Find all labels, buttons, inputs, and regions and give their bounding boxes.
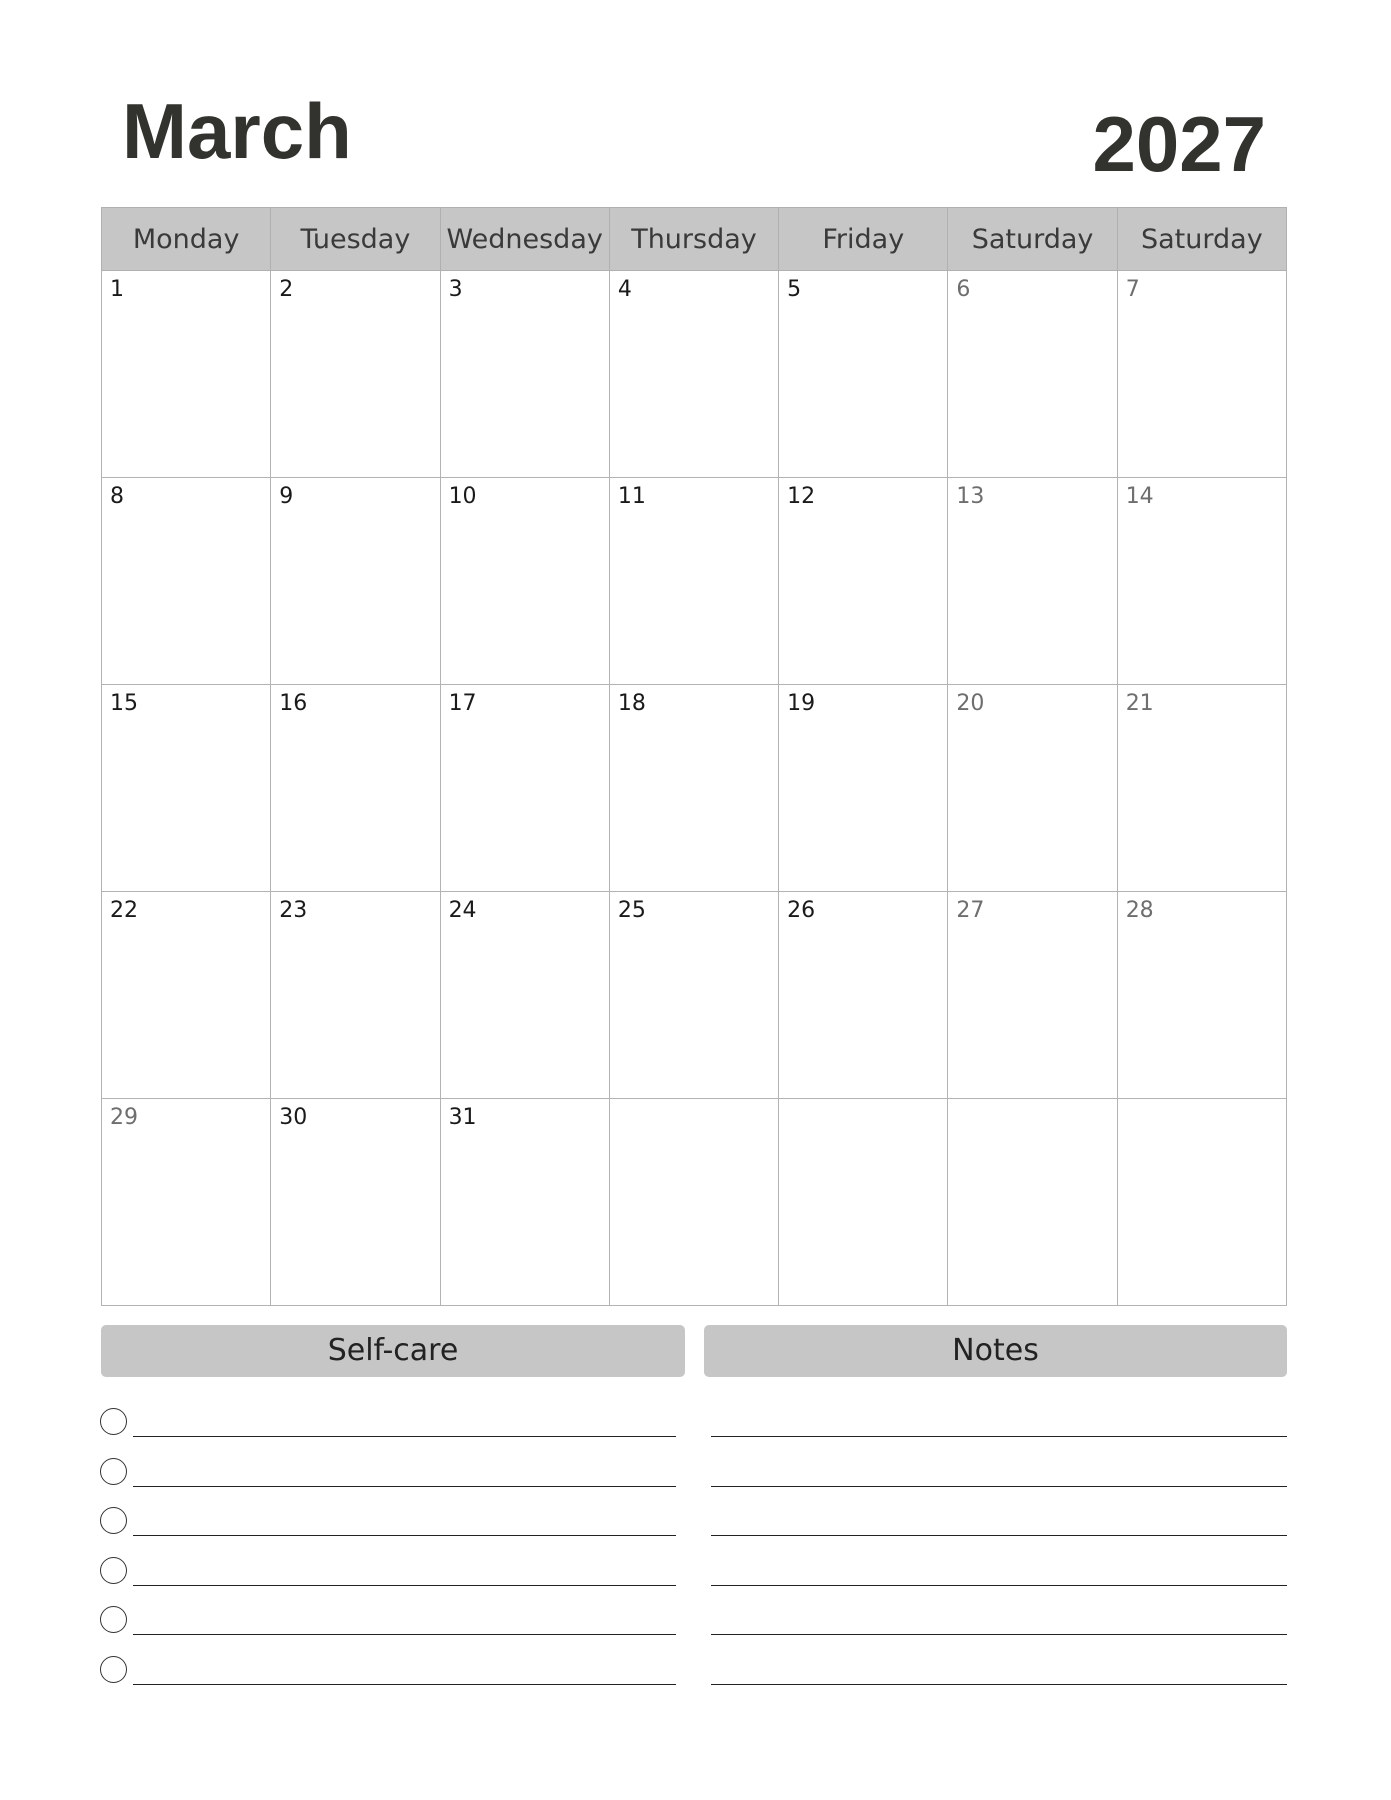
- writing-line[interactable]: [711, 1486, 1287, 1487]
- checkbox-circle-icon[interactable]: [100, 1557, 127, 1584]
- day-cell: [271, 1099, 440, 1306]
- day-number: 2: [279, 277, 294, 302]
- checkbox-circle-icon[interactable]: [100, 1408, 127, 1435]
- week-row: [102, 685, 1287, 892]
- day-cell: [609, 478, 778, 685]
- writing-line[interactable]: [711, 1684, 1287, 1685]
- day-cell: [440, 478, 609, 685]
- day-cell: [609, 1099, 778, 1306]
- checkbox-circle-icon[interactable]: [100, 1458, 127, 1485]
- day-number: 29: [110, 1105, 138, 1130]
- writing-line[interactable]: [133, 1486, 676, 1487]
- notes-item: [711, 1554, 1287, 1604]
- day-number: [1118, 1099, 1286, 1105]
- writing-line[interactable]: [711, 1585, 1287, 1586]
- day-cell: [102, 1099, 271, 1306]
- day-number: 27: [956, 898, 985, 923]
- day-number: 12: [787, 484, 816, 509]
- day-cell: [271, 478, 440, 685]
- notes-item: [711, 1603, 1287, 1653]
- day-number: 10: [448, 484, 477, 509]
- day-number: 9: [279, 484, 294, 509]
- day-number: 16: [279, 691, 308, 716]
- day-cell: [779, 1099, 948, 1306]
- day-number: 3: [448, 277, 463, 302]
- selfcare-list: [100, 1405, 676, 1702]
- day-cell: [271, 892, 440, 1099]
- day-number: 8: [110, 484, 124, 509]
- day-number: 23: [279, 898, 308, 923]
- writing-line[interactable]: [133, 1684, 676, 1685]
- day-number: 4: [617, 277, 632, 302]
- day-cell: [102, 478, 271, 685]
- notes-item: [711, 1455, 1287, 1505]
- day-cell: [1117, 271, 1286, 478]
- day-number: 19: [787, 691, 816, 716]
- day-cell: [948, 685, 1117, 892]
- weekday-header: Thursday: [609, 208, 778, 271]
- day-number: 7: [1125, 277, 1140, 302]
- day-cell: [779, 892, 948, 1099]
- day-number: 24: [448, 898, 477, 923]
- day-cell: [440, 892, 609, 1099]
- week-row: [102, 478, 1287, 685]
- year-title: 2027: [1092, 100, 1266, 188]
- selfcare-item: [100, 1504, 676, 1554]
- day-number: 22: [110, 898, 138, 923]
- day-number: 5: [787, 277, 802, 302]
- day-cell: [609, 685, 778, 892]
- month-title: March: [122, 87, 352, 175]
- selfcare-item: [100, 1455, 676, 1505]
- day-number: 15: [110, 691, 138, 716]
- writing-line[interactable]: [133, 1634, 676, 1635]
- weekday-header: Saturday: [948, 208, 1117, 271]
- weekday-header: Monday: [102, 208, 271, 271]
- writing-line[interactable]: [711, 1634, 1287, 1635]
- day-number: [779, 1099, 947, 1105]
- day-number: 20: [956, 691, 985, 716]
- day-cell: [1117, 685, 1286, 892]
- day-number: 21: [1125, 691, 1154, 716]
- day-number: 28: [1125, 898, 1154, 923]
- weekday-header: Wednesday: [440, 208, 609, 271]
- day-number: 11: [617, 484, 646, 509]
- writing-line[interactable]: [133, 1585, 676, 1586]
- selfcare-header: Self-care: [101, 1325, 685, 1377]
- selfcare-item: [100, 1653, 676, 1703]
- day-cell: [102, 271, 271, 478]
- day-cell: [609, 892, 778, 1099]
- weekday-header: Saturday: [1117, 208, 1286, 271]
- checkbox-circle-icon[interactable]: [100, 1507, 127, 1534]
- checkbox-circle-icon[interactable]: [100, 1606, 127, 1633]
- day-cell: [271, 271, 440, 478]
- day-number: 31: [448, 1105, 477, 1130]
- checkbox-circle-icon[interactable]: [100, 1656, 127, 1683]
- day-number: 18: [617, 691, 646, 716]
- day-cell: [1117, 478, 1286, 685]
- writing-line[interactable]: [711, 1436, 1287, 1437]
- day-cell: [948, 271, 1117, 478]
- day-number: 26: [787, 898, 816, 923]
- week-row: [102, 1099, 1287, 1306]
- calendar-grid: [101, 207, 1287, 1306]
- day-cell: [1117, 1099, 1286, 1306]
- day-number: 17: [448, 691, 477, 716]
- writing-line[interactable]: [133, 1535, 676, 1536]
- day-cell: [440, 685, 609, 892]
- writing-line[interactable]: [711, 1535, 1287, 1536]
- day-cell: [102, 685, 271, 892]
- day-cell: [948, 1099, 1117, 1306]
- day-number: [610, 1099, 778, 1105]
- day-cell: [609, 271, 778, 478]
- day-cell: [440, 1099, 609, 1306]
- day-cell: [440, 271, 609, 478]
- day-number: 25: [617, 898, 646, 923]
- day-cell: [271, 685, 440, 892]
- weekday-header-row: [102, 208, 1287, 271]
- notes-header: Notes: [704, 1325, 1287, 1377]
- day-number: 14: [1125, 484, 1154, 509]
- day-number: 30: [279, 1105, 308, 1130]
- day-number: [948, 1099, 1116, 1105]
- day-cell: [1117, 892, 1286, 1099]
- day-cell: [779, 478, 948, 685]
- selfcare-item: [100, 1603, 676, 1653]
- day-number: 6: [956, 277, 971, 302]
- notes-item: [711, 1405, 1287, 1455]
- notes-item: [711, 1504, 1287, 1554]
- day-cell: [779, 271, 948, 478]
- day-cell: [102, 892, 271, 1099]
- writing-line[interactable]: [133, 1436, 676, 1437]
- notes-list: [711, 1405, 1287, 1702]
- weekday-header: Friday: [779, 208, 948, 271]
- notes-item: [711, 1653, 1287, 1703]
- day-cell: [948, 478, 1117, 685]
- day-number: 1: [110, 277, 124, 302]
- week-row: [102, 892, 1287, 1099]
- selfcare-item: [100, 1405, 676, 1455]
- week-row: [102, 271, 1287, 478]
- day-cell: [948, 892, 1117, 1099]
- day-number: 13: [956, 484, 985, 509]
- weekday-header: Tuesday: [271, 208, 440, 271]
- selfcare-item: [100, 1554, 676, 1604]
- day-cell: [779, 685, 948, 892]
